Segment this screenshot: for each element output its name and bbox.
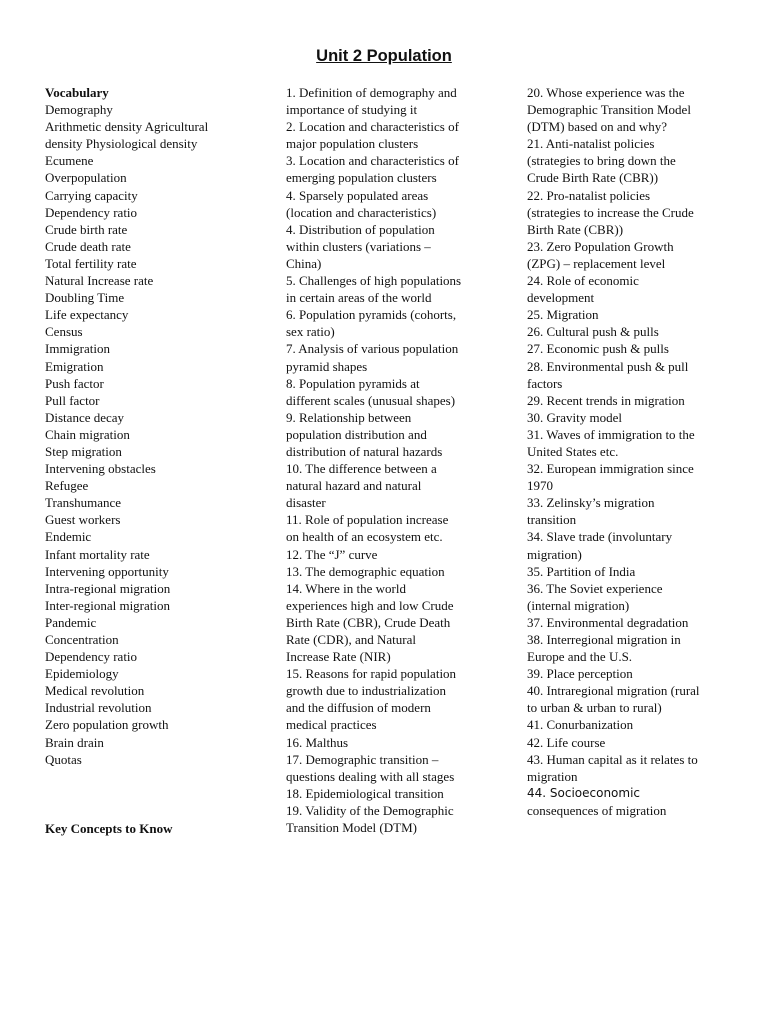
topic-item-line: growth due to industrialization [286,683,446,699]
topic-item [286,751,491,785]
vocabulary-term [45,682,270,699]
vocabulary-term [45,563,270,580]
topic-item [527,682,732,716]
topic-item-line: 15. Reasons for rapid population [286,666,457,682]
topic-item-line: 23. Zero Population Growth [527,238,674,254]
topic-item-line: transition [527,512,577,528]
vocabulary-term [45,306,270,323]
vocabulary-term [45,734,270,751]
vocabulary-term-line: Pandemic [45,614,97,630]
topic-item-line: distribution of natural hazards [286,443,443,459]
topic-item-line: experiences high and low Crude [286,597,454,613]
topic-item [527,785,732,819]
topic-item [527,238,732,272]
topic-item [527,494,732,528]
vocabulary-term [45,614,270,631]
topic-item-line: Demographic Transition Model [527,102,691,118]
topics-list-20-44 [527,84,732,819]
topic-item [286,802,491,836]
vocabulary-term-line: Carrying capacity [45,187,138,203]
vocabulary-term [45,631,270,648]
topic-item-line: 24. Role of economic [527,273,639,289]
topic-item-line: development [527,290,595,306]
vocabulary-term [45,751,270,768]
topic-item [527,323,732,340]
vocabulary-term [45,460,270,477]
topic-item-line: 16. Malthus [286,734,349,750]
topic-item [286,306,491,340]
topic-item-line: 27. Economic push & pulls [527,341,669,357]
vocabulary-term [45,255,270,272]
topic-item-line: migration [527,768,578,784]
topic-item [527,392,732,409]
topic-item-line: 7. Analysis of various population [286,341,459,357]
topic-item-line: 14. Where in the world [286,580,406,596]
topic-item-line: 22. Pro-natalist policies [527,187,651,203]
topic-item-line: 2. Location and characteristics of [286,119,459,135]
vocabulary-term-line: Demography [45,102,113,118]
topic-item-line: 30. Gravity model [527,409,622,425]
vocabulary-term-line: Dependency ratio [45,204,138,220]
vocabulary-term-line: Crude birth rate [45,221,128,237]
topic-item [286,665,491,733]
vocabulary-term [45,392,270,409]
vocabulary-term [45,204,270,221]
vocabulary-term [45,272,270,289]
topic-item-line: 11. Role of population increase [286,512,449,528]
topic-item [527,563,732,580]
vocabulary-term [45,511,270,528]
topic-item-line: United States etc. [527,443,619,459]
vocabulary-term-line: Doubling Time [45,290,125,306]
topic-item [286,511,491,545]
vocabulary-term-line: density Physiological density [45,136,198,152]
vocabulary-term [45,546,270,563]
topic-item [286,187,491,221]
vocabulary-term-line: Transhumance [45,495,122,511]
topic-item-line: (internal migration) [527,597,630,613]
vocabulary-term-line: Step migration [45,443,122,459]
topic-item [286,734,491,751]
vocabulary-term [45,238,270,255]
topic-item-line: (DTM) based on and why? [527,119,668,135]
vocabulary-term [45,597,270,614]
topic-item-line: Increase Rate (NIR) [286,649,391,665]
topic-item-line: 20. Whose experience was the [527,85,685,100]
topic-item-line: 34. Slave trade (involuntary [527,529,673,545]
vocabulary-term-line: Total fertility rate [45,255,137,271]
topic-item [527,631,732,665]
vocabulary-term [45,323,270,340]
topic-item-line: 13. The demographic equation [286,563,445,579]
key-concepts-heading: Key Concepts to Know [45,821,173,836]
vocabulary-term-line: Guest workers [45,512,121,528]
topic-item [527,751,732,785]
topic-item-line: 4. Sparsely populated areas [286,187,429,203]
vocabulary-term [45,187,270,204]
topic-item-line: (strategies to bring down the [527,153,676,169]
topic-item-line: medical practices [286,717,377,733]
topic-item-line: different scales (unusual shapes) [286,392,456,408]
vocabulary-term-line: Concentration [45,632,119,647]
topic-item [527,528,732,562]
vocabulary-term [45,426,270,443]
vocabulary-term [45,101,270,118]
topic-item-line: 1970 [527,478,553,494]
topic-item [527,409,732,426]
topic-item-line: 33. Zelinsky’s migration [527,495,655,511]
topic-item-line: 35. Partition of India [527,563,636,579]
topic-item [527,84,732,135]
topic-item-line: to urban & urban to rural) [527,700,662,716]
topic-item-line: 42. Life course [527,734,606,750]
vocabulary-term-line: Industrial revolution [45,700,152,716]
vocabulary-term [45,716,270,733]
vocabulary-term-line: Refugee [45,478,89,494]
topic-item [286,118,491,152]
topic-item [286,340,491,374]
topic-item-line: 18. Epidemiological transition [286,785,444,801]
topic-item [286,580,491,665]
vocabulary-term [45,580,270,597]
topic-item-line: 10. The difference between a [286,461,437,477]
topic-item-line: 36. The Soviet experience [527,580,663,596]
topics-list-1-19 [286,84,491,836]
vocabulary-term [45,699,270,716]
topic-item [527,187,732,238]
topic-item [286,546,491,563]
topic-item-line: (strategies to increase the Crude [527,204,694,220]
vocabulary-term-line: Emigration [45,358,104,374]
topic-item-line: migration) [527,546,582,562]
topic-item-line: 19. Validity of the Demographic [286,802,454,818]
vocabulary-term-line: Pull factor [45,392,100,408]
topic-item-line: 6. Population pyramids (cohorts, [286,307,457,323]
topic-item-line: Europe and the U.S. [527,649,633,665]
vocabulary-term [45,152,270,169]
topic-item-line: Birth Rate (CBR)) [527,221,624,237]
topic-item [527,580,732,614]
vocabulary-heading: Vocabulary [45,85,109,100]
vocabulary-term [45,528,270,545]
topic-item-line: consequences of migration [527,802,667,818]
topic-item-line: sex ratio) [286,324,335,340]
topic-item [286,272,491,306]
vocabulary-term-line: Infant mortality rate [45,546,150,562]
vocabulary-term-line: Natural Increase rate [45,273,154,289]
vocabulary-term-line: Intervening obstacles [45,461,156,477]
topic-item [527,734,732,751]
topic-item-line: 9. Relationship between [286,409,412,425]
topic-item-line: 3. Location and characteristics of [286,153,459,169]
topic-item [286,460,491,511]
topic-item-line: 28. Environmental push & pull [527,358,689,374]
topic-item-line: 21. Anti-natalist policies [527,136,655,152]
vocabulary-term-line: Brain drain [45,734,104,750]
topic-item-line: 8. Population pyramids at [286,375,420,391]
vocabulary-term-line: Intervening opportunity [45,563,169,579]
topic-item [527,614,732,631]
page-title: Unit 2 Population [316,47,452,65]
topic-item-line: Rate (CDR), and Natural [286,632,416,647]
topic-item-line: 29. Recent trends in migration [527,392,685,408]
vocabulary-term [45,169,270,186]
vocabulary-term-line: Intra-regional migration [45,580,171,596]
topic-item-line: and the diffusion of modern [286,700,431,716]
vocabulary-term [45,375,270,392]
topic-item-line: 4. Distribution of population [286,221,435,237]
topic-item [286,375,491,409]
topic-item-line: (location and characteristics) [286,204,437,220]
topic-item [527,716,732,733]
topic-item [286,409,491,460]
topic-item-line: 31. Waves of immigration to the [527,426,695,442]
topic-item-line: 41. Conurbanization [527,717,634,733]
topic-item-line: 32. European immigration since [527,461,694,477]
vocabulary-term-line: Quotas [45,751,82,767]
vocabulary-term-line: Dependency ratio [45,649,138,665]
topic-item [286,221,491,272]
vocabulary-term-line: Chain migration [45,426,130,442]
vocabulary-term [45,648,270,665]
topic-item-line: 5. Challenges of high populations [286,273,462,289]
vocabulary-term [45,477,270,494]
vocabulary-term-line: Overpopulation [45,170,127,186]
topic-item-line: (ZPG) – replacement level [527,255,666,271]
topic-item [286,785,491,802]
vocabulary-term-line: Push factor [45,375,104,391]
topic-item [286,563,491,580]
topic-item-line: natural hazard and natural [286,478,422,494]
vocabulary-term [45,221,270,238]
vocabulary-term-line: Ecumene [45,153,94,169]
topic-item-line: Birth Rate (CBR), Crude Death [286,614,451,630]
topic-item-line: 40. Intraregional migration (rural [527,683,700,699]
topic-item [286,84,491,118]
vocabulary-term [45,340,270,357]
topic-item-line: population distribution and [286,426,427,442]
vocabulary-term [45,118,270,152]
topic-item-line: 44. Socioeconomic [527,785,641,800]
topic-item-line: 12. The “J” curve [286,546,378,562]
topic-item-line: pyramid shapes [286,358,368,374]
topic-item-line: 43. Human capital as it relates to [527,751,698,767]
topic-item-line: Crude Birth Rate (CBR)) [527,170,659,186]
topic-item-line: emerging population clusters [286,170,437,186]
topic-item-line: in certain areas of the world [286,290,432,306]
vocabulary-term [45,409,270,426]
vocabulary-term [45,289,270,306]
vocabulary-term-line: Life expectancy [45,307,129,323]
vocabulary-term-line: Immigration [45,341,110,357]
topic-item [527,272,732,306]
topic-item-line: factors [527,375,563,391]
topic-item [527,135,732,186]
vocabulary-term [45,665,270,682]
vocabulary-term-line: Endemic [45,529,92,545]
topic-item [527,426,732,460]
topic-item [527,665,732,682]
vocabulary-term [45,443,270,460]
vocabulary-term-line: Zero population growth [45,717,169,733]
topic-item [527,358,732,392]
topic-item-line: 38. Interregional migration in [527,632,681,647]
topic-item [527,306,732,323]
topic-item-line: disaster [286,495,326,511]
topic-item [286,152,491,186]
vocabulary-term-line: Arithmetic density Agricultural [45,119,209,135]
topic-item-line: 1. Definition of demography and [286,85,457,100]
topic-item-line: importance of studying it [286,102,418,118]
vocabulary-term-line: Epidemiology [45,666,119,682]
vocabulary-term-line: Census [45,324,83,340]
topic-item-line: 39. Place perception [527,666,633,682]
topic-item-line: 25. Migration [527,307,599,323]
topic-item-line: within clusters (variations – [286,238,431,254]
vocabulary-term-line: Inter-regional migration [45,597,170,613]
topic-item-line: 37. Environmental degradation [527,614,689,630]
topic-item-line: on health of an ecosystem etc. [286,529,443,545]
topic-item-line: Transition Model (DTM) [286,820,417,836]
vocabulary-term-line: Distance decay [45,409,125,425]
vocabulary-list [45,84,270,768]
topic-item-line: 17. Demographic transition – [286,751,439,767]
vocabulary-term-line: Medical revolution [45,683,145,699]
topic-item-line: China) [286,255,322,271]
topic-item [527,340,732,357]
vocabulary-term-line: Crude death rate [45,238,131,254]
vocabulary-term [45,358,270,375]
vocabulary-term [45,494,270,511]
topic-item-line: 26. Cultural push & pulls [527,324,659,340]
topic-item [527,460,732,494]
topic-item-line: major population clusters [286,136,419,152]
topic-item-line: questions dealing with all stages [286,768,455,784]
